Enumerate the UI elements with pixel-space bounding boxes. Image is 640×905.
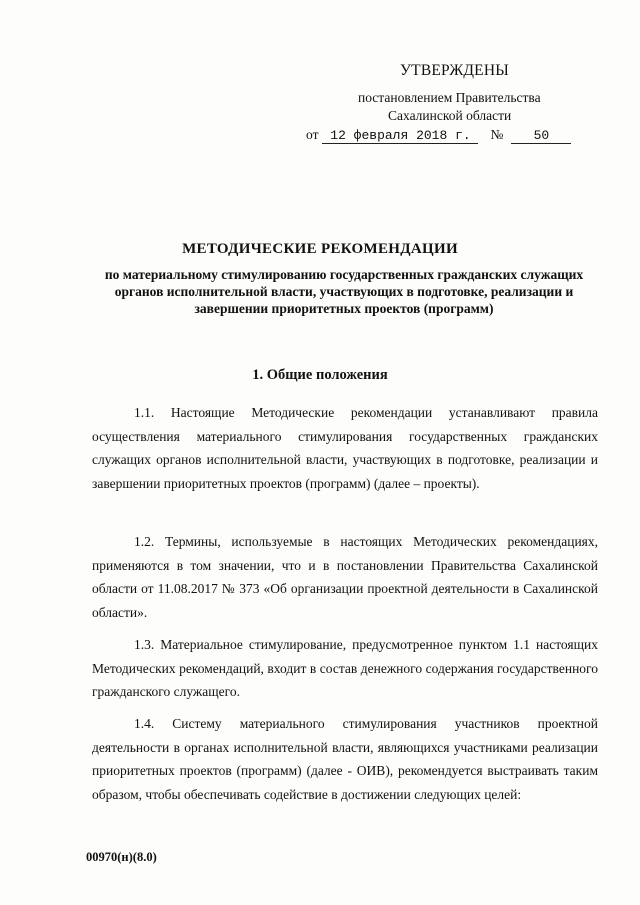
paragraph-1-1	[92, 401, 598, 495]
paragraph-1-2	[92, 530, 598, 624]
decree-number: 50	[511, 128, 571, 144]
approval-heading: УТВЕРЖДЕНЫ	[400, 62, 509, 79]
decree-date: 12 февраля 2018 г.	[322, 128, 478, 144]
document-subtitle: по материальному стимулированию государственных гражданских служащих органов исполнительной власти, участвующих в подготовке, реализации и завершении приоритетных проектов (программ)	[104, 267, 584, 316]
approval-line-region: Сахалинской области	[388, 108, 512, 123]
approval-line-decree: постановлением Правительства	[358, 90, 541, 105]
section-title: 1. Общие положения	[252, 367, 388, 383]
from-label: от	[306, 127, 319, 142]
decree-date-number	[306, 127, 571, 144]
paragraph-text: 1.3. Материальное стимулирование, предусмотренное пунктом 1.1 настоящих Методических рекомендаций, входит в состав денежного содержания государственного гражданского служащего.	[92, 637, 598, 699]
paragraph-text: 1.2. Термины, используемые в настоящих Методических рекомендациях, применяются в том значении, что и в постановлении Правительства Сахалинской области от 11.08.2017 № 373 «Об организации проектной деятельности в Сахалинской области».	[92, 534, 598, 620]
paragraph-text: 1.1. Настоящие Методические рекомендации устанавливают правила осуществления материального стимулирования государственных гражданских служащих органов исполнительной власти, участвующих в подготовке, реализации и завершении приоритетных проектов (программ) (далее – проекты).	[92, 405, 598, 491]
number-sign: №	[490, 127, 504, 142]
paragraph-1-3	[92, 633, 598, 704]
footer-document-code: 00970(н)(8.0)	[86, 850, 157, 864]
paragraph-1-4	[92, 712, 598, 806]
paragraph-text: 1.4. Систему материального стимулирования участников проектной деятельности в органах исполнительной власти, являющихся участниками реализации приоритетных проектов (программ) (далее - ОИВ), рекомендуется выстраивать таким образом, чтобы обеспечивать содействие в достижении следующих целей:	[92, 716, 598, 802]
document-title: МЕТОДИЧЕСКИЕ РЕКОМЕНДАЦИИ	[182, 241, 458, 257]
